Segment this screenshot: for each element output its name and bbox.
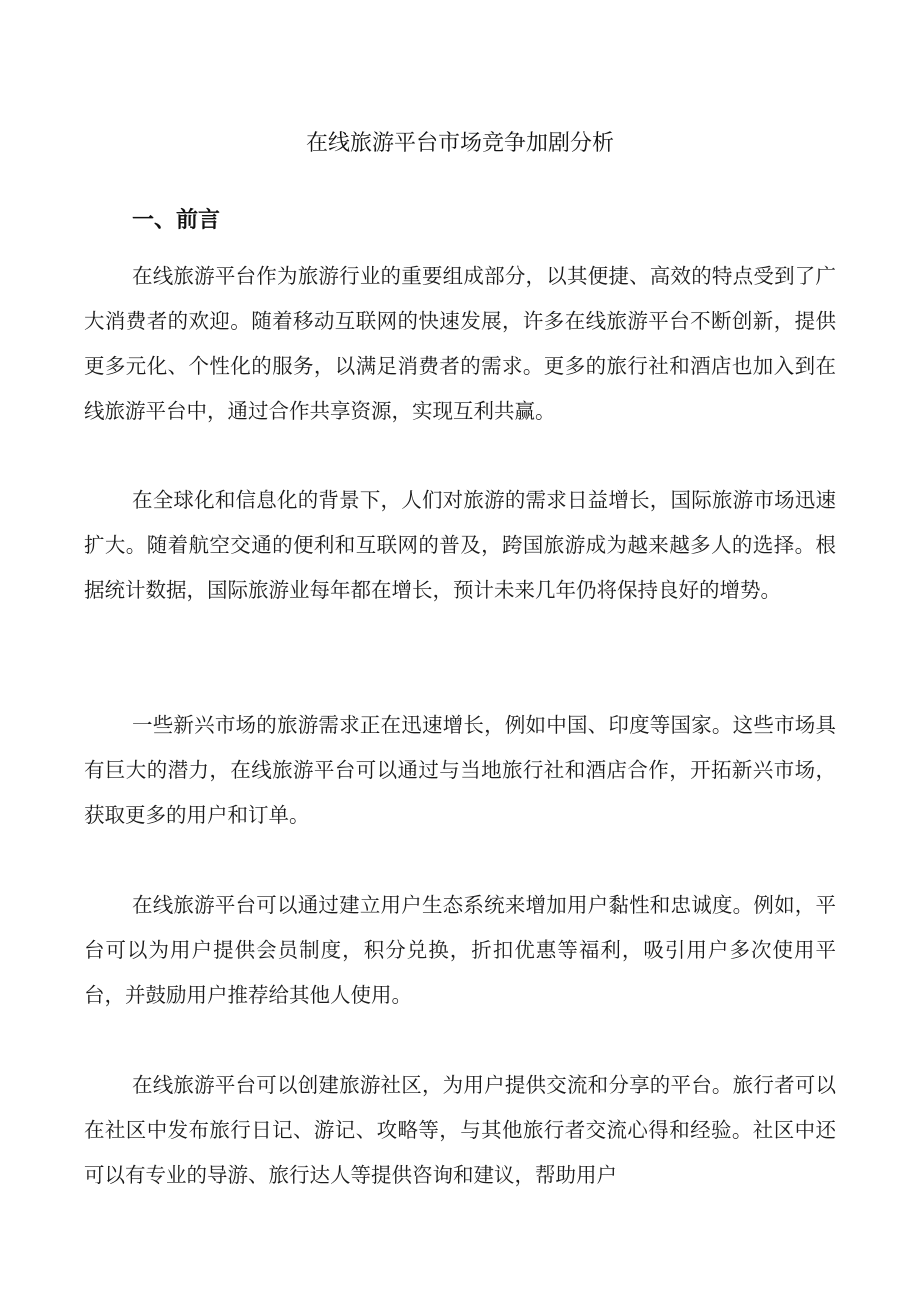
document-title: 在线旅游平台市场竞争加剧分析 <box>305 131 614 156</box>
paragraph-4: 在线旅游平台可以通过建立用户生态系统来增加用户黏性和忠诚度。例如，平台可以为用户提供会员制度，积分兑换，折扣优惠等福利，吸引用户多次使用平台，并鼓励用户推荐给其他人使用。 <box>84 893 836 1007</box>
paragraph-1: 在线旅游平台作为旅游行业的重要组成部分，以其便捷、高效的特点受到了广大消费者的欢迎。随着移动互联网的快速发展，许多在线旅游平台不断创新，提供更多元化、个性化的服务，以满足消费者的需求。更多的旅行社和酒店也加入到在线旅游平台中，通过合作共享资源，实现互利共赢。 <box>84 264 836 423</box>
paragraph-5: 在线旅游平台可以创建旅游社区，为用户提供交流和分享的平台。旅行者可以在社区中发布旅行日记、游记、攻略等，与其他旅行者交流心得和经验。社区中还可以有专业的导游、旅行达人等提供咨询和建议，帮助用户 <box>84 1073 836 1187</box>
section-heading-preface: 一、前言 <box>132 208 221 233</box>
paragraph-3: 一些新兴市场的旅游需求正在迅速增长，例如中国、印度等国家。这些市场具有巨大的潜力，在线旅游平台可以通过与当地旅行社和酒店合作，开拓新兴市场，获取更多的用户和订单。 <box>84 713 836 827</box>
paragraph-2: 在全球化和信息化的背景下，人们对旅游的需求日益增长，国际旅游市场迅速扩大。随着航空交通的便利和互联网的普及，跨国旅游成为越来越多人的选择。根据统计数据，国际旅游业每年都在增长，预计未来几年仍将保持良好的增势。 <box>84 488 836 602</box>
